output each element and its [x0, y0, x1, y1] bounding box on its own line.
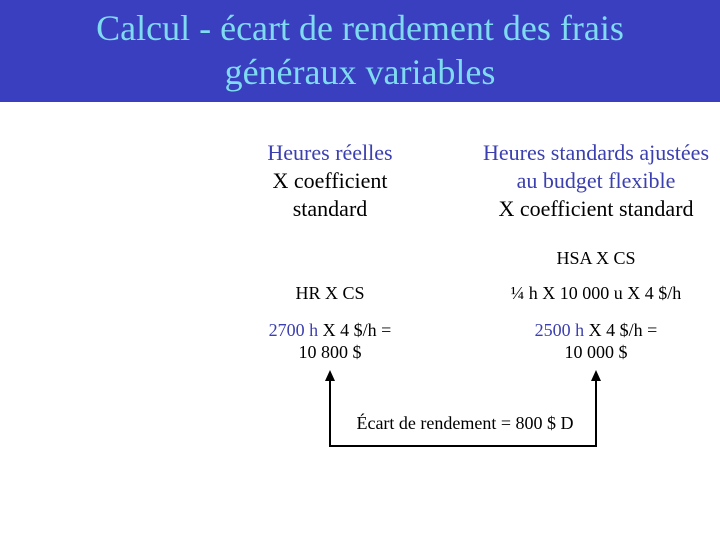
left-header-line-1: Heures réelles: [267, 140, 393, 165]
right-header-line-1: Heures standards ajustées: [482, 140, 710, 165]
right-formula-detail: ¼ h X 10 000 u X 4 $/h: [510, 283, 682, 303]
left-header-line-3: standard: [292, 196, 368, 221]
left-formula: HR X CS: [295, 283, 365, 303]
right-calc-line-2: 10 000 $: [564, 342, 628, 362]
left-arrow-icon: [325, 370, 335, 381]
title-line-1: Calcul - écart de rendement des frais: [96, 8, 624, 48]
left-header-line-2: X coefficient: [272, 168, 388, 193]
left-calc-line-2: 10 800 $: [298, 342, 362, 362]
right-calc-hours: 2500 h: [534, 320, 585, 340]
right-header-line-3: X coefficient standard: [498, 196, 694, 221]
right-arrow-icon: [591, 370, 601, 381]
right-formula: HSA X CS: [556, 248, 636, 268]
left-calc-hours: 2700 h: [268, 320, 319, 340]
right-calc-rate: X 4 $/h =: [588, 320, 658, 340]
variance-result: Écart de rendement = 800 $ D: [356, 413, 574, 433]
title-line-2: généraux variables: [224, 52, 496, 92]
left-calc-rate: X 4 $/h =: [322, 320, 392, 340]
right-header-line-2: au budget flexible: [516, 168, 676, 193]
